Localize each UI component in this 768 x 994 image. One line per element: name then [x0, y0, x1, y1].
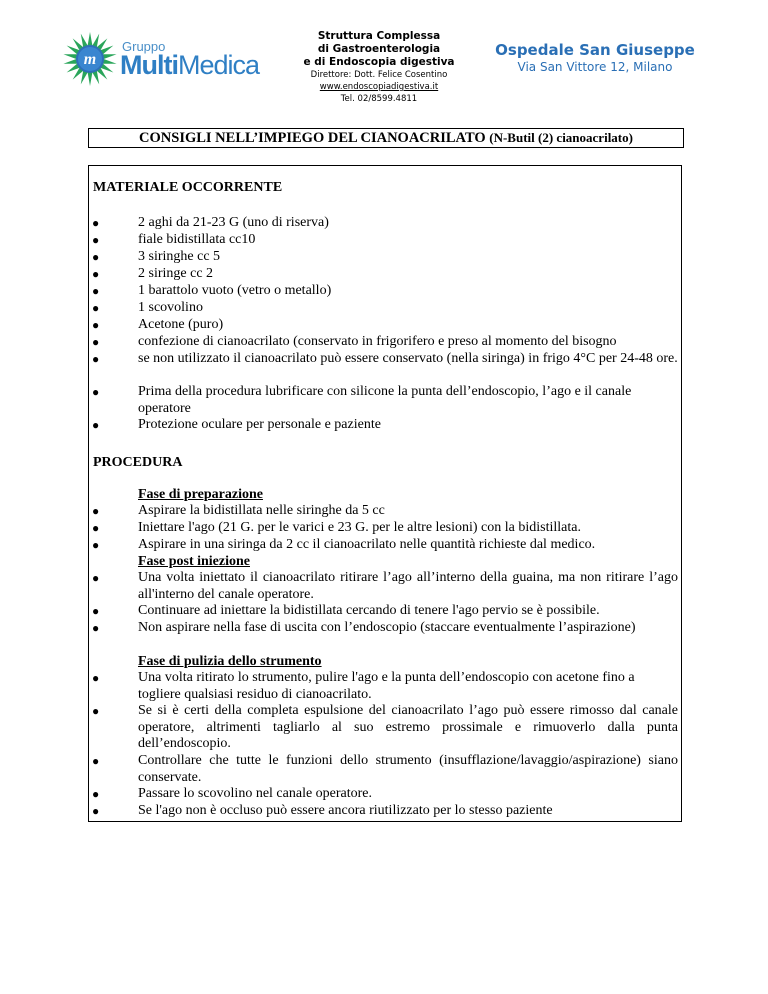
- list-item: ● Aspirare in una siringa da 2 cc il cianoacrilato nelle quantità richieste dal medico.: [92, 537, 596, 552]
- list-item: ● Se l'ago non è occluso può essere ancora riutilizzato per lo stesso paziente: [92, 803, 553, 818]
- hospital-header: [490, 41, 700, 75]
- materials-heading: MATERIALE OCCORRENTE: [93, 180, 283, 195]
- department-line-1: Struttura Complessa: [317, 30, 441, 42]
- list-item: ● fiale bidistillata cc10: [92, 232, 256, 247]
- bullet-icon: ●: [92, 538, 100, 552]
- department-header: [294, 30, 464, 105]
- list-item: ● Se si è certi della completa espulsione del cianoacrilato l’ago può essere rimosso dal canale operatore, altrimenti tagliarlo al suo estremo prossimale e rimuoverlo dalla punta dell’endoscopio.: [92, 703, 678, 751]
- bullet-icon: ●: [92, 284, 100, 298]
- list-item: ● Una volta iniettato il cianoacrilato ritirare l’ago all’interno della guaina, ma non ritirare l’ago all'interno del canale operatore.: [92, 570, 678, 602]
- multimedica-logo: [62, 30, 260, 88]
- director-name: Direttore: Dott. Felice Cosentino: [310, 70, 448, 80]
- bullet-icon: ●: [92, 318, 100, 332]
- list-item: ● Controllare che tutte le funzioni dello strumento (insufflazione/lavaggio/aspirazione) siano conservate.: [92, 753, 678, 785]
- department-line-3: e di Endoscopia digestiva: [303, 56, 455, 68]
- bullet-icon: ●: [92, 754, 100, 768]
- list-item: ● confezione di cianoacrilato (conservato in frigorifero e preso al momento del bisogno: [92, 334, 617, 349]
- list-item: ● Continuare ad iniettare la bidistillata cercando di tenere l'ago pervio se è possibile.: [92, 603, 600, 618]
- logo-multimedica-text: MultiMedica: [120, 50, 260, 80]
- list-item: ● 2 aghi da 21-23 G (uno di riserva): [92, 215, 329, 230]
- bullet-icon: ●: [92, 787, 100, 801]
- bullet-icon: ●: [92, 604, 100, 618]
- list-item: ● 3 siringhe cc 5: [92, 249, 221, 264]
- list-item: ● 2 siringe cc 2: [92, 266, 214, 281]
- bullet-icon: ●: [92, 335, 100, 349]
- list-item: ● Protezione oculare per personale e paziente: [92, 417, 381, 432]
- document-title: [88, 128, 684, 148]
- bullet-icon: ●: [92, 385, 100, 399]
- bullet-icon: ●: [92, 250, 100, 264]
- multimedica-emblem-icon: [62, 30, 122, 88]
- bullet-icon: ●: [92, 704, 100, 718]
- bullet-icon: ●: [92, 216, 100, 230]
- svg-text:m: m: [83, 51, 97, 68]
- list-item: ● Prima della procedura lubrificare con silicone la punta dell’endoscopio, l’ago e il canale operatore: [92, 384, 632, 416]
- bullet-icon: ●: [92, 418, 100, 432]
- department-line-2: di Gastroenterologia: [317, 43, 441, 55]
- bullet-icon: ●: [92, 504, 100, 518]
- phone-number: Tel. 02/8599.4811: [340, 94, 418, 104]
- bullet-icon: ●: [92, 571, 100, 585]
- phase-post-injection-title: Fase post iniezione: [138, 554, 250, 569]
- website-link[interactable]: www.endoscopiadigestiva.it: [319, 82, 439, 92]
- bullet-icon: ●: [92, 301, 100, 315]
- bullet-icon: ●: [92, 621, 100, 635]
- list-item: ● se non utilizzato il cianoacrilato può essere conservato (nella siringa) in frigo 4°C per 24-48 ore.: [92, 351, 678, 366]
- list-item: ● Acetone (puro): [92, 317, 224, 332]
- list-item: ● 1 barattolo vuoto (vetro o metallo): [92, 283, 332, 298]
- list-item: ● Non aspirare nella fase di uscita con l’endoscopio (staccare eventualmente l’aspirazione): [92, 620, 636, 635]
- phase-preparation-title: Fase di preparazione: [138, 487, 263, 502]
- bullet-icon: ●: [92, 521, 100, 535]
- bullet-icon: ●: [92, 804, 100, 818]
- list-item: ● Passare lo scovolino nel canale operatore.: [92, 786, 373, 801]
- list-item: ● Una volta ritirato lo strumento, pulire l'ago e la punta dell’endoscopio con acetone fino a togliere qualsiasi residuo di cianoacrilato.: [92, 670, 635, 702]
- procedure-heading: PROCEDURA: [93, 455, 183, 470]
- bullet-icon: ●: [92, 233, 100, 247]
- title-main: CONSIGLI NELL’IMPIEGO DEL CIANOACRILATO: [139, 130, 486, 146]
- list-item: ● 1 scovolino: [92, 300, 203, 315]
- hospital-address: Via San Vittore 12, Milano: [517, 60, 673, 74]
- list-item: ● Aspirare la bidistillata nelle siringhe da 5 cc: [92, 503, 385, 518]
- logo-gruppo-text: Gruppo: [122, 39, 166, 54]
- bullet-icon: ●: [92, 267, 100, 281]
- phase-cleaning-title: Fase di pulizia dello strumento: [138, 654, 322, 669]
- bullet-icon: ●: [92, 352, 100, 366]
- hospital-name: Ospedale San Giuseppe: [495, 41, 695, 59]
- list-item: ● Iniettare l'ago (21 G. per le varici e 23 G. per le altre lesioni) con la bidistillata.: [92, 520, 581, 535]
- content-box: [88, 165, 682, 822]
- title-sub: (N-Butil (2) cianoacrilato): [489, 130, 633, 145]
- bullet-icon: ●: [92, 671, 100, 685]
